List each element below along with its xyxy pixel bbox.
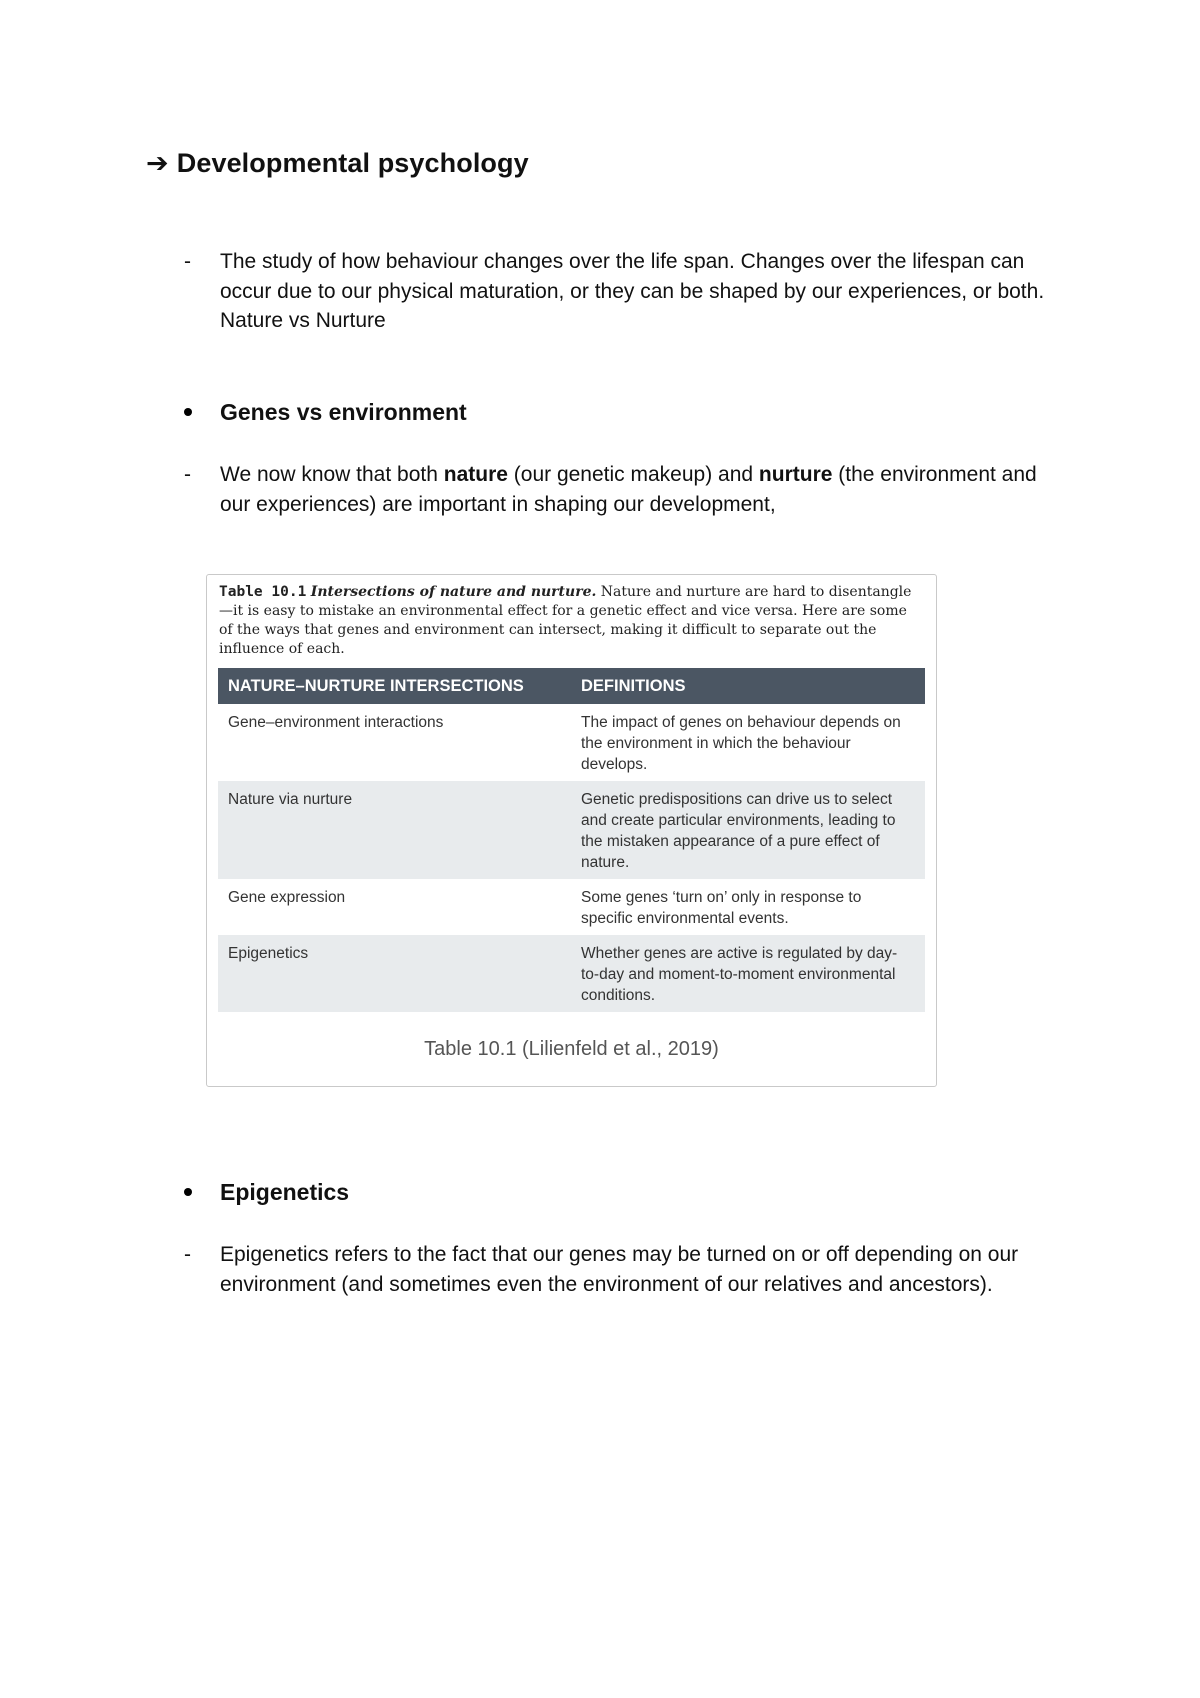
bullet-icon	[184, 408, 192, 416]
page-title-text: Developmental psychology	[176, 148, 529, 178]
bold-nature: nature	[443, 463, 508, 486]
table-row	[218, 704, 925, 781]
bold-nurture: nurture	[758, 463, 833, 486]
table-header-row	[218, 668, 925, 704]
column-header-definitions: DEFINITIONS	[571, 668, 925, 704]
table-cell-definition: The impact of genes on behaviour depends on the environment in which the behaviour develops.	[581, 714, 901, 773]
table-cell-term: Gene–environment interactions	[228, 714, 444, 731]
table-cell-term: Gene expression	[228, 889, 346, 906]
table-cell-term: Epigenetics	[218, 935, 571, 1012]
section-title: Genes vs environment	[220, 399, 467, 425]
text-run: We now know that both	[220, 463, 444, 486]
column-header-intersections: NATURE–NURTURE INTERSECTIONS	[218, 668, 571, 704]
table-cell-definition: Some genes ‘turn on’ only in response to specific environmental events.	[581, 889, 862, 927]
page-title	[146, 148, 529, 179]
table-caption-title: Intersections of nature and nurture.	[310, 584, 597, 600]
table-caption-label: Table 10.1	[219, 584, 307, 600]
dash-marker: -	[184, 1243, 191, 1266]
table-row	[218, 935, 925, 1012]
bullet-icon	[184, 1188, 192, 1196]
table-cell-definition: Genetic predispositions can drive us to select and create particular environments, leading to the mistaken appearance of a pure effect of nature.	[571, 781, 925, 879]
table-row	[218, 781, 925, 879]
section-title: Epigenetics	[220, 1179, 350, 1205]
table-caption	[219, 583, 919, 659]
right-arrow-icon: ➔	[146, 148, 169, 178]
table-figure	[206, 574, 937, 1087]
text-run: (the environment and our experiences) are important in shaping our development,	[220, 463, 1037, 516]
table-caption-text: Nature and nurture are hard to disentangle—it is easy to mistake an environmental effect for a genetic effect and vice versa. Here are some of the ways that genes and environment can intersect, making it difficult to separate out the influence of each.	[219, 584, 912, 657]
table-source-caption: Table 10.1 (Lilienfeld et al., 2019)	[424, 1038, 719, 1060]
nature-nurture-table	[218, 668, 925, 1012]
dash-marker: -	[184, 463, 191, 486]
dash-marker: -	[184, 250, 191, 273]
text-run: (our genetic makeup) and	[507, 463, 759, 486]
intro-text: The study of how behaviour changes over the life span. Changes over the lifespan can occur due to our physical maturation, or they can be shaped by our experiences, or both. Nature vs Nurture	[220, 250, 1045, 332]
epigenetics-text: Epigenetics refers to the fact that our genes may be turned on or off depending on our environment (and sometimes even the environment of our relatives and ancestors).	[220, 1243, 1019, 1296]
table-row	[218, 879, 925, 935]
table-cell-definition: Whether genes are active is regulated by day-to-day and moment-to-moment environmental conditions.	[571, 935, 925, 1012]
table-cell-term: Nature via nurture	[218, 781, 571, 879]
nature-nurture-text	[220, 460, 1060, 519]
